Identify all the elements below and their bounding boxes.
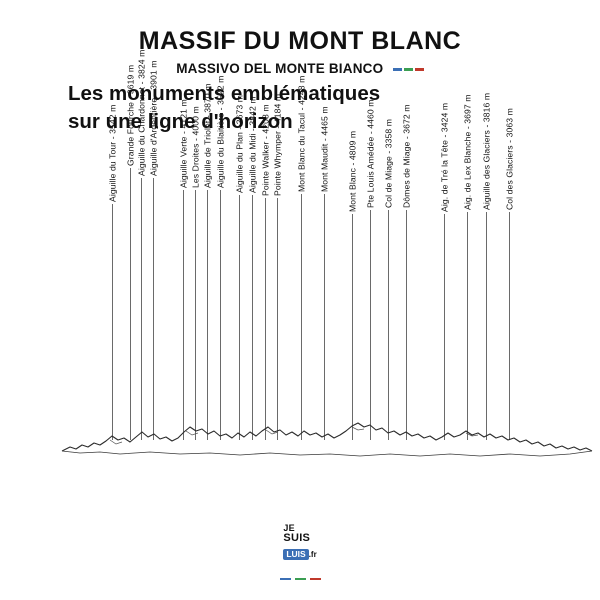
logo-chip: LUIS bbox=[283, 549, 308, 560]
poster-title: MASSIF DU MONT BLANC bbox=[138, 27, 462, 55]
italian-flag-dashes bbox=[391, 58, 424, 76]
peak-column bbox=[271, 93, 285, 440]
logo-dash-red bbox=[310, 578, 321, 581]
peak-label: Aiguille du Blaitière - 3522 m bbox=[215, 75, 226, 188]
peak-leader-line bbox=[370, 210, 371, 440]
peak-label: Aiguille du Tour - 3542 m bbox=[107, 104, 118, 202]
peak-column bbox=[461, 94, 475, 440]
peak-label: Grande Fourche - 3619 m bbox=[125, 64, 136, 166]
peak-column bbox=[400, 104, 414, 440]
peak-label: Aig. de Lex Blanche - 3697 m bbox=[462, 94, 473, 210]
peak-label: Aiguille des Glaciers - 3816 m bbox=[481, 92, 492, 210]
logo-text-fr: .fr bbox=[308, 550, 317, 559]
peak-leader-line bbox=[183, 190, 184, 440]
peak-leader-line bbox=[112, 204, 113, 440]
peak-column bbox=[438, 102, 452, 440]
logo-box bbox=[283, 524, 316, 562]
peak-column bbox=[364, 99, 378, 440]
peak-label: Aiguille Verte - 4121 m bbox=[178, 99, 189, 188]
peak-label: Aiguille du Midi - 3842 m bbox=[247, 96, 258, 193]
poster-subtitle-row bbox=[0, 58, 600, 74]
peak-leader-line bbox=[467, 212, 468, 440]
peak-leader-line bbox=[141, 178, 142, 440]
dash-green bbox=[404, 68, 413, 71]
logo-flag-dashes bbox=[0, 567, 600, 585]
peak-leader-line bbox=[130, 168, 131, 440]
peak-column bbox=[480, 92, 494, 440]
peak-leader-line bbox=[195, 190, 196, 440]
peak-leader-line bbox=[301, 194, 302, 440]
peak-leader-line bbox=[220, 190, 221, 440]
peak-label: Les Droites - 4000 m bbox=[190, 106, 201, 188]
lead-line-1: Les monuments emblématiques bbox=[68, 82, 381, 105]
peak-label: Aiguille du Plan - 3673 m bbox=[234, 94, 245, 193]
brand-logo[interactable] bbox=[0, 524, 600, 585]
peak-column bbox=[346, 130, 360, 440]
logo-dash-blue bbox=[280, 578, 291, 581]
lead-line-2: sur une ligne d'horizon bbox=[68, 109, 293, 133]
peak-column bbox=[318, 106, 332, 440]
peak-leader-line bbox=[388, 210, 389, 440]
mountain-ridge-silhouette bbox=[0, 418, 600, 466]
peak-label: Aiguille du Chardonnet - 3824 m bbox=[136, 49, 147, 176]
peak-label: Mont Blanc du Tacul - 4248 m bbox=[296, 75, 307, 192]
peak-leader-line bbox=[509, 212, 510, 440]
peak-label: Aiguille d'Argentière - 3901 m bbox=[148, 60, 159, 176]
peak-label: Dômes de Miage - 3672 m bbox=[401, 104, 412, 208]
peak-column bbox=[503, 108, 517, 440]
peak-column bbox=[233, 94, 247, 440]
poster-header bbox=[0, 28, 600, 74]
peak-label: Mont Blanc - 4809 m bbox=[347, 130, 358, 212]
peak-leader-line bbox=[265, 198, 266, 440]
peak-label: Mont Maudit - 4465 m bbox=[319, 106, 330, 192]
poster-subtitle: MASSIVO DEL MONTE BIANCO bbox=[176, 60, 384, 76]
peak-column bbox=[147, 60, 161, 440]
dash-blue bbox=[393, 68, 402, 71]
peak-leader-line bbox=[444, 214, 445, 440]
peak-label: Col des Glaciers - 3063 m bbox=[504, 108, 515, 210]
logo-dash-green bbox=[295, 578, 306, 581]
peak-leader-line bbox=[352, 214, 353, 440]
peak-leader-line bbox=[252, 195, 253, 440]
peak-label: Aig. de Tré la Tête - 3424 m bbox=[439, 102, 450, 212]
peak-leader-line bbox=[207, 190, 208, 440]
logo-text-suis: SUIS bbox=[283, 532, 311, 544]
peak-leader-line bbox=[153, 178, 154, 440]
peak-label: Pointe Whymper - 4184 m bbox=[272, 93, 283, 196]
dash-red bbox=[415, 68, 424, 71]
peak-column bbox=[382, 118, 396, 440]
peak-leader-line bbox=[277, 198, 278, 440]
peak-leader-line bbox=[239, 195, 240, 440]
peak-label: Aiguille de Triolet - 3870 m bbox=[202, 83, 213, 188]
peak-label: Col de Miage - 3358 m bbox=[383, 118, 394, 208]
peak-column bbox=[214, 75, 228, 440]
peak-label: Pte Louis Amédée - 4460 m bbox=[365, 99, 376, 208]
peak-column bbox=[201, 83, 215, 440]
peak-leader-line bbox=[324, 194, 325, 440]
peak-leader-line bbox=[486, 212, 487, 440]
peak-column bbox=[246, 96, 260, 440]
logo-text-je: JE bbox=[283, 523, 295, 533]
peak-column bbox=[295, 75, 309, 440]
peak-leader-line bbox=[406, 210, 407, 440]
peak-label: Pointe Walker - 4208 m bbox=[260, 104, 271, 196]
peak-column bbox=[106, 104, 120, 440]
